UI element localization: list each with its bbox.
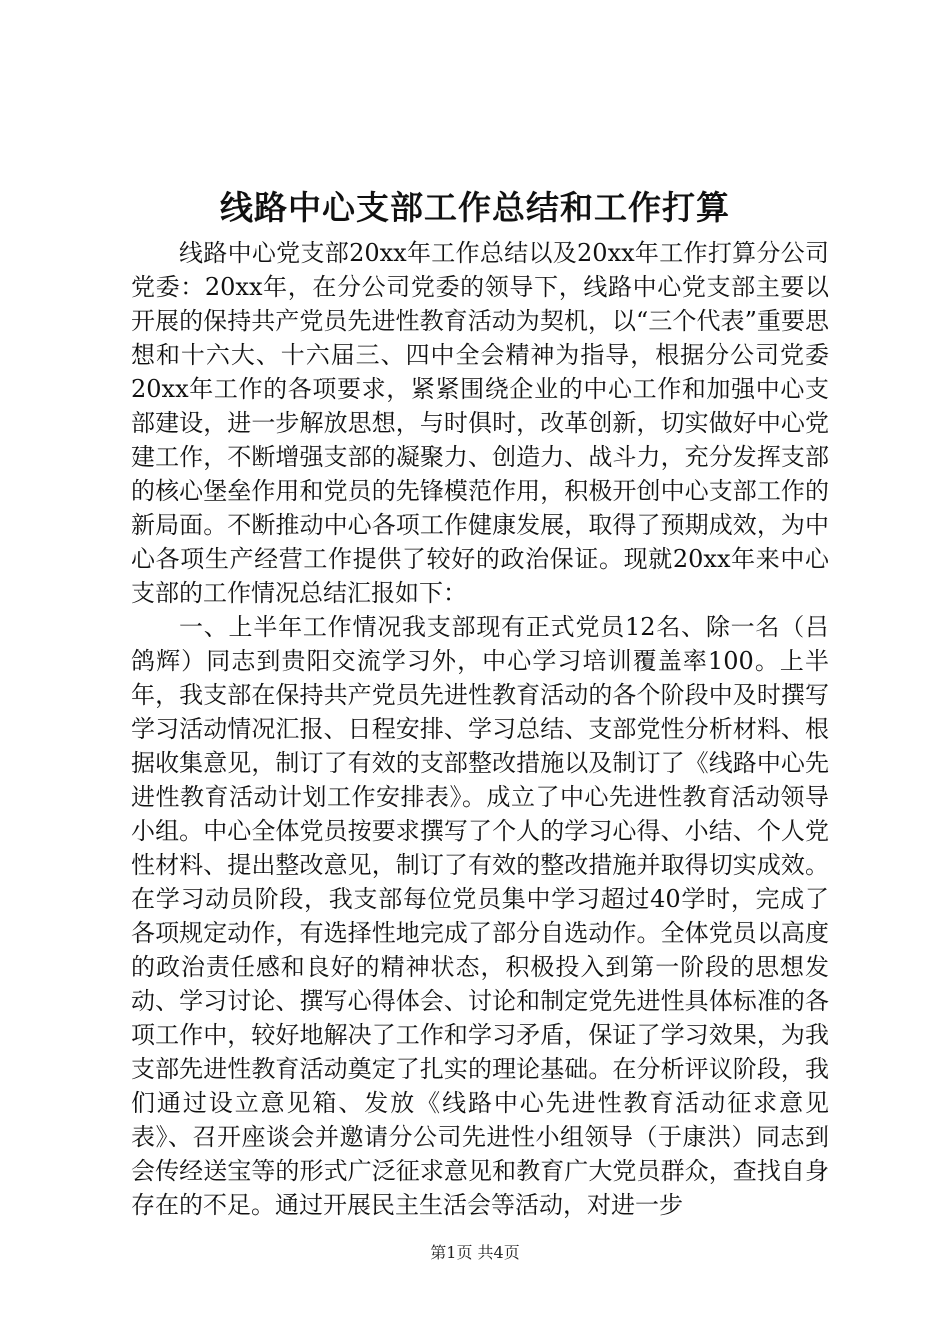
- document-title: 线路中心支部工作总结和工作打算: [220, 188, 730, 227]
- document-body: [131, 236, 829, 1222]
- paragraph-intro: 线路中心党支部20xx年工作总结以及20xx年工作打算分公司党委：20xx年，在分公司党委的领导下，线路中心党支部主要以开展的保持共产党员先进性教育活动为契机，以“三个代表”重要思想和十六大、十六届三、四中全会精神为指导，根据分公司党委20xx年工作的各项要求，紧紧围绕企业的中心工作和加强中心支部建设，进一步解放思想，与时俱时，改革创新，切实做好中心党建工作，不断增强支部的凝聚力、创造力、战斗力，充分发挥支部的核心堡垒作用和党员的先锋模范作用，积极开创中心支部工作的新局面。不断推动中心各项工作健康发展，取得了预期成效，为中心各项生产经营工作提供了较好的政治保证。现就20xx年来中心支部的工作情况总结汇报如下：: [131, 239, 829, 607]
- paragraph-first-half-year: 一、上半年工作情况我支部现有正式党员12名、除一名（吕鸽辉）同志到贵阳交流学习外，中心学习培训覆盖率100。上半年，我支部在保持共产党员先进性教育活动的各个阶段中及时撰写学习活动情况汇报、日程安排、学习总结、支部党性分析材料、根据收集意见，制订了有效的支部整改措施以及制订了《线路中心先进性教育活动计划工作安排表》。成立了中心先进性教育活动领导小组。中心全体党员按要求撰写了个人的学习心得、小结、个人党性材料、提出整改意见，制订了有效的整改措施并取得切实成效。在学习动员阶段，我支部每位党员集中学习超过40学时，完成了各项规定动作，有选择性地完成了部分自选动作。全体党员以高度的政治责任感和良好的精神状态，积极投入到第一阶段的思想发动、学习讨论、撰写心得体会、讨论和制定党先进性具体标准的各项工作中，较好地解决了工作和学习矛盾，保证了学习效果，为我支部先进性教育活动奠定了扎实的理论基础。在分析评议阶段，我们通过设立意见箱、发放《线路中心先进性教育活动征求意见表》、召开座谈会并邀请分公司先进性小组领导（于康洪）同志到会传经送宝等的形式广泛征求意见和教育广大党员群众，查找自身存在的不足。通过开展民主生活会等活动，对进一步: [131, 613, 829, 1219]
- page-footer: 第1页 共4页: [430, 1243, 520, 1262]
